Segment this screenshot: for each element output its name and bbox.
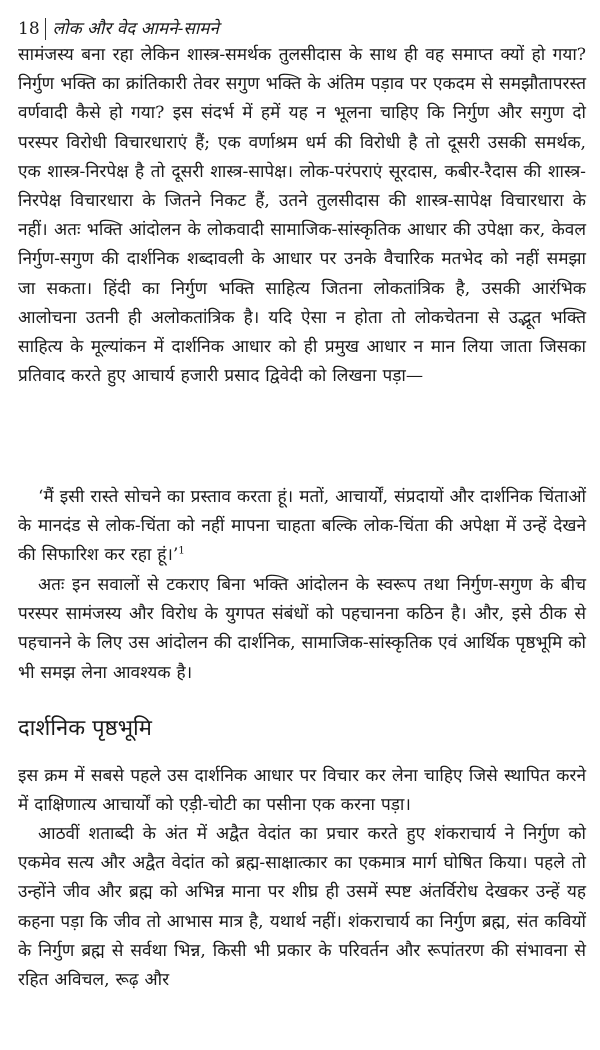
running-head: [18, 14, 582, 44]
paragraph-5: आठवीं शताब्दी के अंत में अद्वैत वेदांत का प्रचार करते हुए शंकराचार्य ने निर्गुण को एकमेव सत्य और अद्वैत वेदांत को ब्रह्म-साक्षात्कार का एकमात्र मार्ग घोषित किया। पहले तो उन्होंने जीव और ब्रह्म को अभिन्न माना पर शीघ्र ही उसमें स्पष्ट अंतर्विरोध देखकर उन्हें यह कहना पड़ा कि जीव तो आभास मात्र है, यथार्थ नहीं। शंकराचार्य का निर्गुण ब्रह्म, संत कवियों के निर्गुण ब्रह्म से सर्वथा भिन्न, किसी भी प्रकार के परिवर्तन और रूपांतरण की संभावना से रहित अविचल, रूढ़ और: [18, 824, 586, 991]
footnote-marker: 1: [178, 545, 185, 557]
quote-text: ‘मैं इसी रास्ते सोचने का प्रस्ताव करता हूं। मतों, आचार्यों, संप्रदायों और दार्शनिक चिंताओं के मानदंड से लोक-चिंता को नहीं मापना चाहता बल्कि लोक-चिंता की अपेक्षा में उन्हें देखने की सिफारिश कर रहा हूं।’: [18, 487, 586, 566]
paragraph-4: इस क्रम में सबसे पहले उस दार्शनिक आधार पर विचार कर लेना चाहिए जिसे स्थापित करने में दाक्षिणात्य आचार्यों को एड़ी-चोटी का पसीना एक करना पड़ा।: [18, 766, 586, 816]
page-number: 18: [18, 19, 40, 39]
paragraph-3: अतः इन सवालों से टकराए बिना भक्ति आंदोलन के स्वरूप तथा निर्गुण-सगुण के बीच परस्पर सामंजस्य और विरोध के युगपत संबंधों को पहचानना कठिन है। और, इसे ठीक से पहचानने के लिए उस आंदोलन की दार्शनिक, सामाजिक-सांस्कृतिक एवं आर्थिक पृष्ठभूमि को भी समझ लेना आवश्यक है।: [18, 575, 586, 683]
block-quote: [18, 483, 586, 571]
section-heading: दार्शनिक पृष्ठभूमि: [18, 716, 152, 741]
book-title: लोक और वेद आमने-सामने: [52, 19, 219, 39]
paragraph-1: सामंजस्य बना रहा लेकिन शास्त्र-समर्थक तुलसीदास के साथ ही वह समाप्त क्यों हो गया? निर्गुण भक्ति का क्रांतिकारी तेवर सगुण भक्ति के अंतिम पड़ाव पर एकदम से समझौतापरस्त वर्णवादी कैसे हो गया? इस संदर्भ में हमें यह न भूलना चाहिए कि निर्गुण और सगुण दो परस्पर विरोधी विचारधाराएं हैं; एक वर्णाश्रम धर्म की विरोधी है तो दूसरी उसकी समर्थक, एक शास्त्र-निरपेक्ष है तो दूसरी शास्त्र-सापेक्ष। लोक-परंपराएं सूरदास, कबीर-रैदास की शास्त्र-निरपेक्ष विचारधारा के जितने निकट हैं, उतने तुलसीदास की शास्त्र-सापेक्ष विचारधारा के नहीं। अतः भक्ति आंदोलन के लोकवादी सामाजिक-सांस्कृतिक आधार की उपेक्षा कर, केवल निर्गुण-सगुण की दार्शनिक शब्दावली के आधार पर उनके वैचारिक मतभेद को नहीं समझा जा सकता। हिंदी का निर्गुण भक्ति साहित्य जितना लोकतांत्रिक है, उसकी आरंभिक आलोचना उतनी ही अलोकतांत्रिक है। यदि ऐसा न होता तो लोकचेतना से उद्भूत भक्ति साहित्य के मूल्यांकन में दार्शनिक आधार को ही प्रमुख आधार न मान लिया जाता जिसका प्रतिवाद करते हुए आचार्य हजारी प्रसाद द्विवेदी को लिखना पड़ा—: [18, 45, 586, 387]
header-divider: [45, 18, 46, 40]
